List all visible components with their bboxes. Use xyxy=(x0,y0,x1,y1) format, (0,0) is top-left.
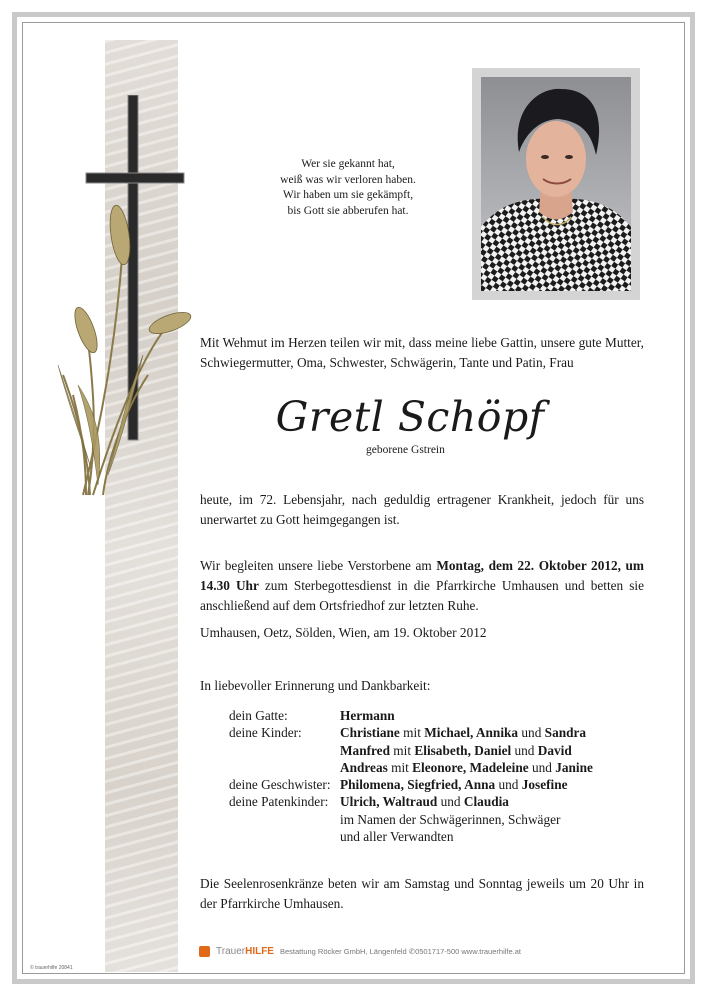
rosary-text: Die Seelenrosenkränze beten wir am Samstag und Sonntag jeweils um 20 Uhr in der Pfarrkirche Umhausen. xyxy=(200,876,644,911)
family-row: deine Geschwister: Philomena, Siegfried, Anna und Josefine xyxy=(229,777,568,793)
maiden-name: geborene Gstrein xyxy=(366,444,445,456)
logo-text: TrauerHILFE xyxy=(216,946,274,957)
funeral-details xyxy=(200,556,644,616)
family-role: deine Geschwister: xyxy=(229,777,331,793)
spouse-name: Hermann xyxy=(340,708,395,723)
relatives-line: und aller Verwandten xyxy=(340,829,454,845)
portrait-frame xyxy=(472,68,640,300)
copyright: © trauerhilfe 20841 xyxy=(30,965,73,971)
family-row xyxy=(200,707,593,724)
quote-line: Wir haben um sie gekämpft, xyxy=(282,189,414,201)
family-list xyxy=(200,707,593,845)
memory-heading: In liebevoller Erinnerung und Dankbarkeit: xyxy=(200,678,431,693)
funeral-prefix: Wir begleiten unsere liebe Verstorbene am xyxy=(200,558,437,573)
memorial-quote xyxy=(278,157,418,219)
place-date: Umhausen, Oetz, Sölden, Wien, am 19. Oktober 2012 xyxy=(200,625,487,640)
relatives-line: im Namen der Schwägerinnen, Schwäger xyxy=(340,811,561,827)
funeral-suffix: zum Sterbegottesdienst in die Pfarrkirche Umhausen und betten sie anschließend auf dem Ortsfriedhof zur letzten Ruhe. xyxy=(200,578,644,613)
portrait-photo xyxy=(481,77,631,291)
family-role: deine Patenkinder: xyxy=(229,794,329,810)
deceased-name: Gretl Schöpf xyxy=(275,393,545,441)
child-line: Andreas mit Eleonore, Madeleine und Janine xyxy=(340,759,593,775)
family-row xyxy=(200,724,593,776)
logo-icon xyxy=(199,946,210,957)
child-line: Manfred mit Elisabeth, Daniel und David xyxy=(340,742,572,758)
footer xyxy=(199,946,521,957)
funeral-date: Montag, dem 22. Oktober 2012, um 14.30 Uhr xyxy=(200,558,645,593)
footer-text: Bestattung Röcker GmbH, Längenfeld ✆0501717-500 www.trauerhilfe.at xyxy=(279,947,521,956)
family-row: deine Patenkinder: Ulrich, Waltraud und Claudia xyxy=(229,794,509,810)
quote-line: Wer sie gekannt hat, xyxy=(301,158,395,170)
announcement-intro: Mit Wehmut im Herzen teilen wir mit, dass meine liebe Gattin, unsere gute Mutter, Schwiegermutter, Oma, Schwester, Schwägerin, Tante und Patin, Frau xyxy=(200,335,644,370)
family-row xyxy=(200,811,593,846)
family-role: deine Kinder: xyxy=(229,725,302,741)
quote-line: bis Gott sie abberufen hat. xyxy=(287,204,409,217)
cross-with-wheat-icon xyxy=(48,95,218,515)
family-role: dein Gatte: xyxy=(229,708,288,723)
passing-text: heute, im 72. Lebensjahr, nach geduldig ertragener Krankheit, jedoch für uns unerwartet zu Gott heimgegangen ist. xyxy=(200,492,644,527)
child-line: Christiane mit Michael, Annika und Sandra xyxy=(340,725,587,741)
quote-line: weiß was wir verloren haben. xyxy=(280,173,416,186)
